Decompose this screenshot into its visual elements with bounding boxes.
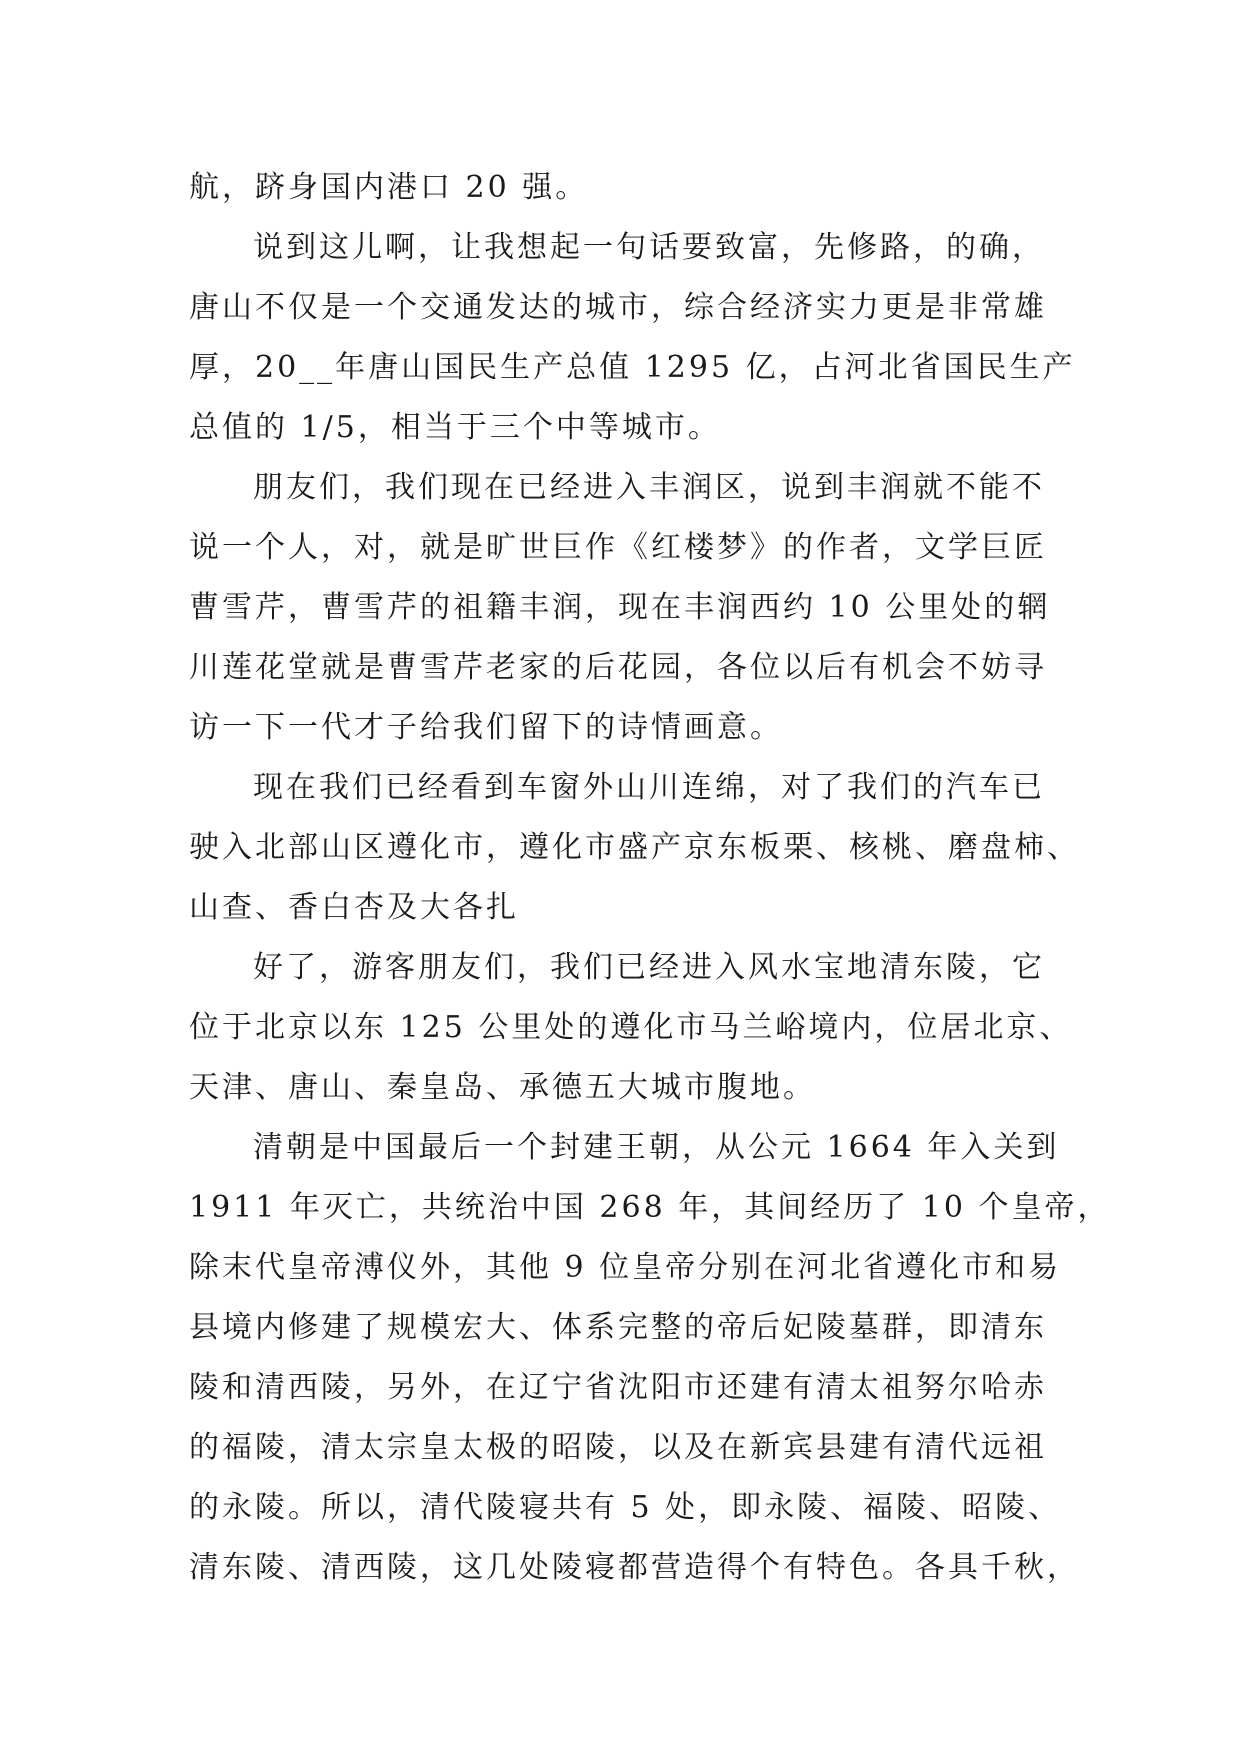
- text-line: 唐山不仅是一个交通发达的城市，综合经济实力更是非常雄: [189, 290, 1047, 325]
- text-line: 位于北京以东 125 公里处的遵化市马兰峪境内，位居北京、: [189, 1010, 1073, 1045]
- text-line: 曹雪芹，曹雪芹的祖籍丰润，现在丰润西约 10 公里处的辋: [189, 590, 1051, 625]
- document-body: [189, 158, 1111, 1598]
- text-line: 航，跻身国内港口 20 强。: [189, 170, 589, 205]
- text-line: 的永陵。所以，清代陵寝共有 5 处，即永陵、福陵、昭陵、: [189, 1490, 1062, 1525]
- text-line: 陵和清西陵，另外，在辽宁省沈阳市还建有清太祖努尔哈赤: [189, 1370, 1047, 1405]
- text-line: 说到这儿啊，让我想起一句话要致富，先修路，的确，: [253, 230, 1045, 265]
- text-line: 清朝是中国最后一个封建王朝，从公元 1664 年入关到: [253, 1130, 1060, 1165]
- text-line: 清东陵、清西陵，这几处陵寝都营造得个有特色。各具千秋，: [189, 1550, 1080, 1585]
- text-line: 厚，20__年唐山国民生产总值 1295 亿，占河北省国民生产: [189, 350, 1076, 385]
- text-line: 说一个人，对，就是旷世巨作《红楼梦》的作者，文学巨匠: [189, 530, 1047, 565]
- text-line: 除末代皇帝溥仪外，其他 9 位皇帝分别在河北省遵化市和易: [189, 1250, 1062, 1285]
- text-line: 县境内修建了规模宏大、体系完整的帝后妃陵墓群，即清东: [189, 1310, 1047, 1345]
- text-line: 总值的 1/5，相当于三个中等城市。: [189, 410, 721, 445]
- text-line: 的福陵，清太宗皇太极的昭陵，以及在新宾县建有清代远祖: [189, 1430, 1047, 1465]
- text-line: 驶入北部山区遵化市，遵化市盛产京东板栗、核桃、磨盘柿、: [189, 830, 1080, 865]
- text-line: 访一下一代才子给我们留下的诗情画意。: [189, 710, 783, 745]
- text-line: 天津、唐山、秦皇岛、承德五大城市腹地。: [189, 1070, 816, 1105]
- text-line: 1911 年灭亡，共统治中国 268 年，其间经历了 10 个皇帝，: [189, 1190, 1111, 1225]
- text-line: 山查、香白杏及大各扎: [189, 890, 519, 925]
- text-line: 好了，游客朋友们，我们已经进入风水宝地清东陵，它: [253, 950, 1045, 985]
- text-line: 朋友们，我们现在已经进入丰润区，说到丰润就不能不: [253, 470, 1045, 505]
- text-line: 现在我们已经看到车窗外山川连绵，对了我们的汽车已: [253, 770, 1045, 805]
- text-line: 川莲花堂就是曹雪芹老家的后花园，各位以后有机会不妨寻: [189, 650, 1047, 685]
